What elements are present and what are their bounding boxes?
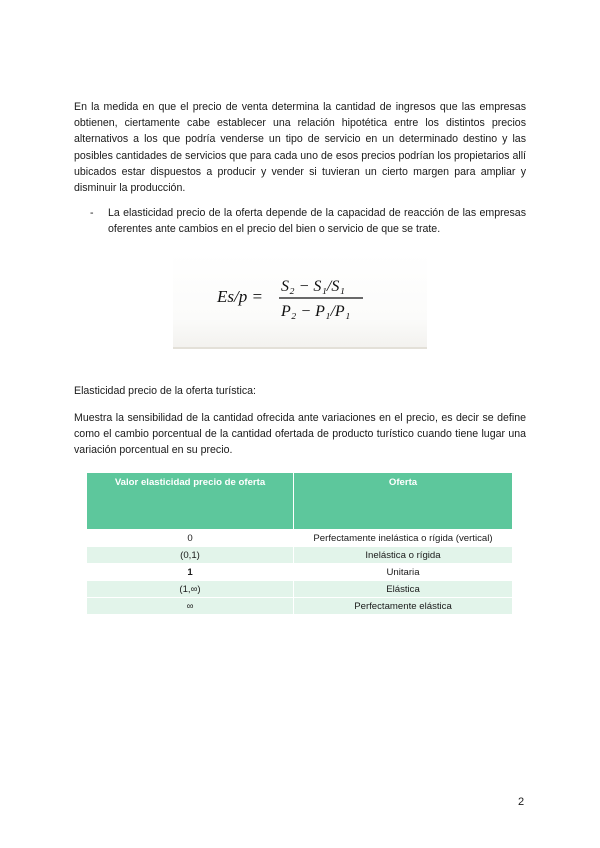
bullet-marker: -: [90, 207, 94, 219]
header-oferta: Oferta: [294, 473, 513, 530]
section-heading: Elasticidad precio de la oferta turística:: [74, 385, 256, 397]
table-cell-offer: Perfectamente inelástica o rígida (vertical): [294, 530, 513, 547]
formula-numerator: S₂ − S₁/S₁: [281, 278, 345, 295]
table-cell-value: (0,1): [87, 547, 294, 564]
formula-denominator: P₂ − P₁/P₁: [281, 303, 351, 320]
table-row: [87, 564, 513, 581]
table-cell-offer: Unitaria: [294, 564, 513, 581]
table-row: [87, 530, 513, 547]
table-row: [87, 547, 513, 564]
table-cell-value: 0: [87, 530, 294, 547]
body-paragraph-2: Muestra la sensibilidad de la cantidad ofrecida ante variaciones en el precio, es decir se define como el cambio porcentual de la cantidad ofertada de producto turístico cuando tiene lugar una variación porcentual en su precio.: [74, 412, 526, 457]
table-row: [87, 581, 513, 598]
page-number: 2: [518, 796, 525, 808]
formula-image: [173, 253, 427, 349]
table-cell-value: ∞: [87, 598, 294, 615]
table-row: [87, 598, 513, 615]
bullet-text: La elasticidad precio de la oferta depende de la capacidad de reacción de las empresas oferentes ante cambios en el precio del bien o servicio de que se trate.: [108, 207, 526, 236]
table-cell-value: (1,∞): [87, 581, 294, 598]
elasticity-table: [86, 472, 513, 615]
table-cell-offer: Elástica: [294, 581, 513, 598]
table-cell-offer: Perfectamente elástica: [294, 598, 513, 615]
table-header-row: [87, 473, 513, 530]
table-cell-value: 1: [87, 564, 294, 581]
header-valor: Valor elasticidad precio de oferta: [87, 473, 294, 530]
body-paragraph-1: En la medida en que el precio de venta determina la cantidad de ingresos que las empresas obtienen, ciertamente cabe establecer una relación hipotética entre los distintos precios alternativos a los que podría venderse un tipo de servicio en un determinado destino y las posibles cantidades de servicios que para cada uno de esos precios podrían los propietarios allí ubicados estar dispuestos a producir y vender si tuvieran un cierto margen para ampliar y disminuir la producción.: [74, 101, 526, 195]
table-cell-offer: Inelástica o rígida: [294, 547, 513, 564]
formula-lhs: Es/p =: [217, 287, 263, 306]
